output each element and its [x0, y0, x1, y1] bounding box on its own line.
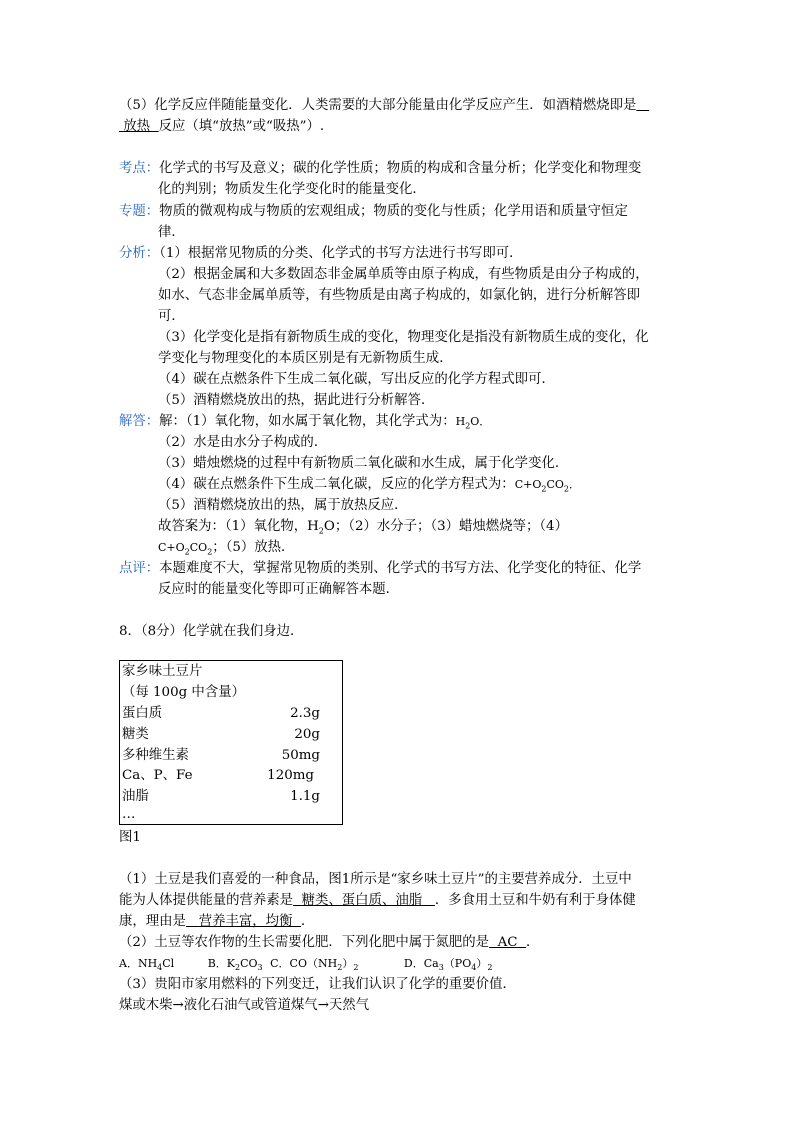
formula-sub: 2	[465, 421, 471, 431]
equation-left: C+O	[158, 541, 185, 554]
q5-line1	[119, 96, 649, 116]
nutrient-name: Ca、P、Fe	[122, 768, 193, 783]
box-more: …	[122, 807, 136, 822]
nutrient-name: 糖类	[122, 727, 149, 742]
fenxi-text-1: （1）根据常见物质的分类、化学式的书写方法进行书写即可．	[159, 246, 523, 261]
dianping-line2: 反应时的能量变化等即可正确解答本题．	[158, 582, 400, 597]
nutrition-row	[122, 746, 320, 766]
q8-p1-line2	[119, 891, 636, 911]
formula-sub: 2	[184, 547, 190, 557]
q8-p1-reason-label: 康，理由是	[119, 914, 186, 929]
q8-p2-answer-text: AC	[497, 935, 518, 950]
q8-p1-answer-text: 糖类、蛋白质、油脂	[301, 893, 423, 908]
formula-sub: 2	[563, 484, 569, 494]
answer-summary-2: O；（2）水分子；（3）蜡烛燃烧等；（4）	[323, 519, 568, 534]
q5-rest: 反应（填“放热”或“吸热”）.	[158, 119, 325, 134]
nutrient-name: 多种维生素	[122, 748, 189, 763]
q5-answer-text: 放热	[123, 119, 151, 134]
dianping-text-1: 本题难度不大，掌握常见物质的类别、化学式的书写方法、化学变化的特征、化学	[159, 561, 642, 576]
q8-p3-line2: 煤或木柴→液化石油气或管道煤气→天然气	[119, 998, 370, 1013]
q5-line2	[119, 117, 324, 137]
fenxi-line3: 如水、气态非金属单质等，有些物质是由离子构成的，如氯化钠，进行分析解答即	[158, 288, 641, 303]
q8-p2-text: （2）土豆等农作物的生长需要化肥．下列化肥中属于氮肥的是	[119, 935, 490, 950]
dianping-line1	[119, 559, 641, 579]
q8-p1-text: 能为人体提供能量的营养素是	[119, 893, 294, 908]
q8-p2-answer	[489, 935, 526, 950]
kaodian-line1	[119, 159, 641, 179]
equation-right: CO	[189, 541, 208, 554]
jieda-line5: （5）酒精燃烧放出的热，属于放热反应．	[158, 498, 408, 513]
fenxi-line7: （4）碳在点燃条件下生成二氧化碳，写出反应的化学方程式即可．	[158, 372, 555, 387]
dianping-label: 点评：	[119, 561, 160, 576]
q8-p1-reason-answer	[186, 914, 301, 929]
q5-answer	[119, 119, 159, 134]
q8-p1-line1: （1）土豆是我们喜爱的一种食品，图1所示是“家乡味土豆片”的主要营养成分．土豆中	[119, 872, 632, 887]
formula-sub: 2	[207, 547, 213, 557]
kaodian-label: 考点：	[119, 161, 160, 176]
figure-label: 图1	[119, 830, 141, 845]
nutrient-value: 2.3g	[290, 706, 320, 721]
formula-o: O．	[470, 415, 491, 428]
q8-title: 8．（8分）化学就在我们身边．	[119, 624, 304, 639]
formula-h: H	[455, 415, 466, 428]
q8-p1-reason-text: 营养丰富，均衡	[198, 914, 293, 929]
equation-left: C+O	[514, 478, 542, 491]
fenxi-line1	[119, 244, 523, 264]
jieda-line3: （3）蜡烛燃烧的过程中有新物质二氧化碳和水生成，属于化学变化．	[158, 456, 569, 471]
formula-sub: 2	[541, 484, 547, 494]
q5-blank-fill	[636, 98, 649, 113]
nutrition-row	[122, 725, 320, 745]
fenxi-line8: （5）酒精燃烧放出的热，据此进行分析解答．	[158, 393, 435, 408]
option-b: B．$K_2CO_3$	[207, 957, 263, 973]
equation-right: CO	[546, 478, 564, 491]
nutrient-value: 20g	[294, 727, 320, 742]
nutrition-row	[122, 766, 320, 786]
nutrition-box	[119, 660, 343, 825]
formula-sub: 2	[318, 526, 324, 536]
nutrient-value: 1.1g	[290, 789, 320, 804]
option-c: C．$CO(NH_2)_2$	[270, 957, 359, 973]
nutrient-name: 油脂	[122, 789, 149, 804]
fenxi-line4: 可．	[158, 309, 185, 324]
nutrition-row	[122, 704, 320, 724]
q5-text: （5）化学反应伴随能量变化．人类需要的大部分能量由化学反应产生．如酒精燃烧即是	[119, 98, 637, 113]
fenxi-line2: （2）根据金属和大多数固态非金属单质等由原子构成，有些物质是由分子构成的，	[158, 267, 649, 282]
q8-p1-rest: ．多食用土豆和牛奶有利于身体健	[434, 893, 636, 908]
nutrition-row	[122, 787, 320, 807]
zhuanti-line1	[119, 202, 628, 222]
nutrient-value: 50mg	[281, 748, 320, 763]
answer-summary-3: ；（5）放热．	[212, 540, 295, 555]
answer-summary-1: 故答案为：（1）氧化物，H	[158, 519, 319, 534]
fenxi-label: 分析：	[119, 246, 160, 261]
kaodian-text-1: 化学式的书写及意义；碳的化学性质；物质的构成和含量分析；化学变化和物理变	[159, 161, 642, 176]
fenxi-line6: 学变化与物理变化的本质区别是有无新物质生成．	[158, 351, 453, 366]
q8-p1-line3	[119, 912, 314, 932]
nutrient-name: 蛋白质	[122, 706, 163, 721]
jieda-text-4: （4）碳在点燃条件下生成二氧化碳，反应的化学方程式为：	[158, 477, 515, 492]
nutrient-value: 120mg	[267, 768, 314, 783]
kaodian-line2: 化的判别；物质发生化学变化时的能量变化．	[158, 182, 426, 197]
fenxi-line5: （3）化学变化是指有新物质生成的变化，物理变化是指没有新物质生成的变化，化	[158, 330, 649, 345]
zhuanti-label: 专题：	[119, 204, 160, 219]
jieda-line4: （4）碳在点燃条件下生成二氧化碳，反应的化学方程式为：$C+O_2CO_2$．	[158, 477, 580, 494]
option-d: D．$Ca_3(PO_4)_2$	[403, 957, 493, 973]
box-title: 家乡味土豆片	[122, 664, 203, 679]
jieda-text-1: 解：（1）氧化物，如水属于氧化物，其化学式为：	[159, 414, 456, 429]
option-a: A．$NH_4Cl$	[119, 957, 175, 973]
q8-p2-line1	[119, 933, 539, 953]
q8-p3-line1: （3）贵阳市家用燃料的下列变迁，让我们认识了化学的重要价值．	[119, 977, 516, 992]
q8-p2-end: ．	[526, 935, 540, 950]
zhuanti-line2: 律．	[158, 225, 185, 240]
q8-p1-reason-end: ．	[300, 914, 315, 929]
jieda-label: 解答：	[119, 414, 160, 429]
q8-p1-answer	[293, 893, 435, 908]
jieda-line2: （2）水是由水分子构成的．	[158, 435, 328, 450]
zhuanti-text-1: 物质的微观构成与物质的宏观组成；物质的变化与性质；化学用语和质量守恒定	[159, 204, 628, 219]
box-subtitle: （每 100g 中含量）	[122, 685, 245, 700]
